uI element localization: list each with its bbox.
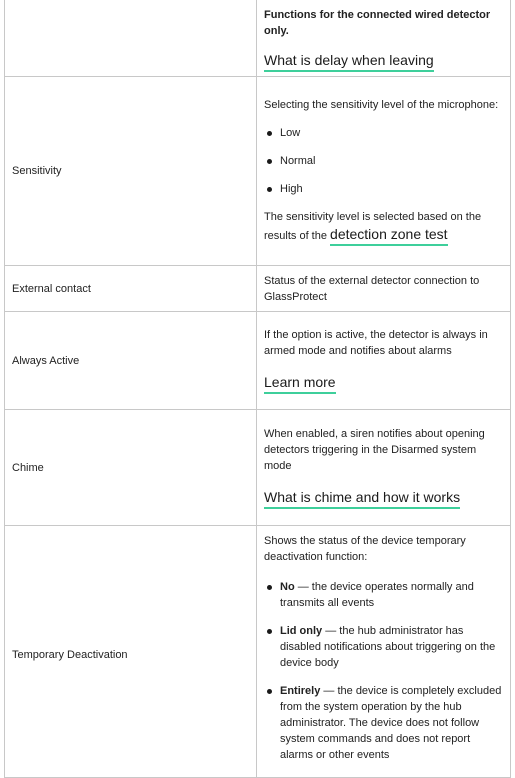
option-text: — the device is completely excluded from the system operation by the hub administrator. The device does not follow system commands and does not report alarms or other events xyxy=(280,685,502,761)
temporary-deactivation-intro: Shows the status of the device temporary deactivation function: xyxy=(264,535,466,563)
sensitivity-intro: Selecting the sensitivity level of the microphone: xyxy=(264,98,499,111)
setting-name-sensitivity: Sensitivity xyxy=(5,77,257,266)
temporary-deactivation-options xyxy=(264,579,503,763)
table-row-chime xyxy=(5,410,511,526)
table-row-delay xyxy=(5,0,511,77)
option-term: No xyxy=(280,581,295,593)
setting-name-temporary-deactivation: Temporary Deactivation xyxy=(5,526,257,778)
table-row-external-contact xyxy=(5,266,511,312)
list-item: Normal xyxy=(280,153,503,169)
option-text: — the device operates normally and transmits all events xyxy=(280,581,474,609)
chime-description: When enabled, a siren notifies about opening detectors triggering in the Disarmed system mode xyxy=(264,428,485,472)
table-row-always-active xyxy=(5,312,511,410)
delay-description: Functions for the connected wired detector only. xyxy=(264,9,491,37)
setting-description-cell xyxy=(257,410,511,526)
setting-name-chime: Chime xyxy=(5,410,257,526)
external-contact-description: Status of the external detector connection to GlassProtect xyxy=(264,274,480,303)
list-item: High xyxy=(280,181,503,197)
list-item xyxy=(280,683,503,763)
list-item xyxy=(280,579,503,611)
list-item xyxy=(280,623,503,671)
sensitivity-options xyxy=(264,125,503,197)
detection-zone-test-link[interactable]: detection zone test xyxy=(330,225,448,246)
chime-info-link[interactable]: What is chime and how it works xyxy=(264,488,460,509)
setting-description-cell xyxy=(257,312,511,410)
setting-description-cell xyxy=(257,0,511,77)
delay-when-leaving-link[interactable]: What is delay when leaving xyxy=(264,51,434,72)
setting-name-cell xyxy=(5,0,257,77)
table-row-sensitivity xyxy=(5,77,511,266)
setting-description-cell xyxy=(257,77,511,266)
setting-description-cell xyxy=(257,526,511,778)
sensitivity-note xyxy=(264,209,503,246)
setting-name-always-active: Always Active xyxy=(5,312,257,410)
sensitivity-note-text: The sensitivity level is selected based on the results of the xyxy=(264,210,482,242)
always-active-description: If the option is active, the detector is always in armed mode and notifies about alarms xyxy=(264,329,488,357)
setting-name-external-contact: External contact xyxy=(5,266,257,312)
learn-more-link[interactable]: Learn more xyxy=(264,373,336,394)
option-term: Entirely xyxy=(280,685,321,697)
table-row-temporary-deactivation xyxy=(5,526,511,778)
list-item: Low xyxy=(280,125,503,141)
option-term: Lid only xyxy=(280,625,323,637)
option-text: — the hub administrator has disabled notifications about triggering on the device body xyxy=(280,625,496,669)
settings-table xyxy=(4,0,511,778)
setting-description-cell xyxy=(257,266,511,312)
